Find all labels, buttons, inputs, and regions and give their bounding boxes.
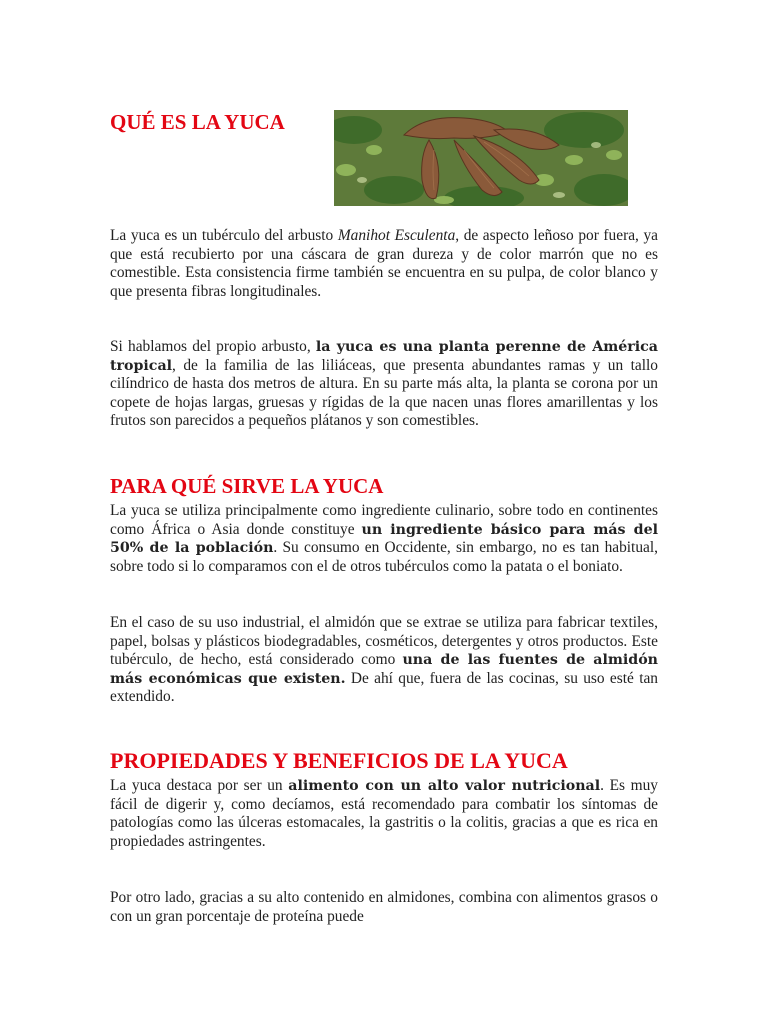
scientific-name: Manihot Esculenta: [337, 227, 456, 244]
heading-para-que-sirve: PARA QUÉ SIRVE LA YUCA: [110, 474, 384, 498]
yuca-roots-photo: [334, 110, 628, 206]
paragraph: Si hablamos del propio arbusto, la yuca es una planta perenne de América tropical, de la familia de las liliáceas, que presenta abundantes ramas y un tallo cilíndrico de hasta dos metros de altura. En su parte más alta, la planta se corona por un copete de hojas largas, gruesas y rígidas de la que nacen unas flores amarillentas y los frutos son parecidos a pequeños plátanos y son comestibles.: [110, 338, 658, 430]
heading-propiedades-beneficios: PROPIEDADES Y BENEFICIOS DE LA YUCA: [110, 748, 568, 773]
paragraph: La yuca es un tubérculo del arbusto Manihot Esculenta, de aspecto leñoso por fuera, ya que está recubierto por una cáscara de gran dureza y de color marrón que no es comestible. Esta consistencia firme también se encuentra en su pulpa, de color blanco y que presenta fibras longitudinales.: [110, 227, 658, 300]
paragraph: Por otro lado, gracias a su alto contenido en almidones, combina con alimentos grasos o con un gran porcentaje de proteína puede: [110, 889, 658, 925]
heading-que-es-la-yuca: QUÉ ES LA YUCA: [110, 110, 285, 134]
paragraph: La yuca destaca por ser un alimento con un alto valor nutricional. Es muy fácil de digerir y, como decíamos, está recomendado para combatir los síntomas de patologías como las úlceras estomacales, la gastritis o la colitis, gracias a que es rica en propiedades astringentes.: [110, 777, 659, 850]
paragraph: En el caso de su uso industrial, el almidón que se extrae se utiliza para fabricar textiles, papel, bolsas y plásticos biodegradables, cosméticos, detergentes y otros productos. Este tubérculo, de hecho, está considerado como una de las fuentes de almidón más económicas que existen. De ahí que, fuera de las cocinas, su uso esté tan extendido.: [110, 614, 658, 706]
paragraph: La yuca se utiliza principalmente como ingrediente culinario, sobre todo en continentes como África o Asia donde constituye un ingrediente básico para más del 50% de la población. Su consumo en Occidente, sin embargo, no es tan habitual, sobre todo si lo comparamos con el de otros tubérculos como la patata o el boniato.: [110, 502, 658, 575]
